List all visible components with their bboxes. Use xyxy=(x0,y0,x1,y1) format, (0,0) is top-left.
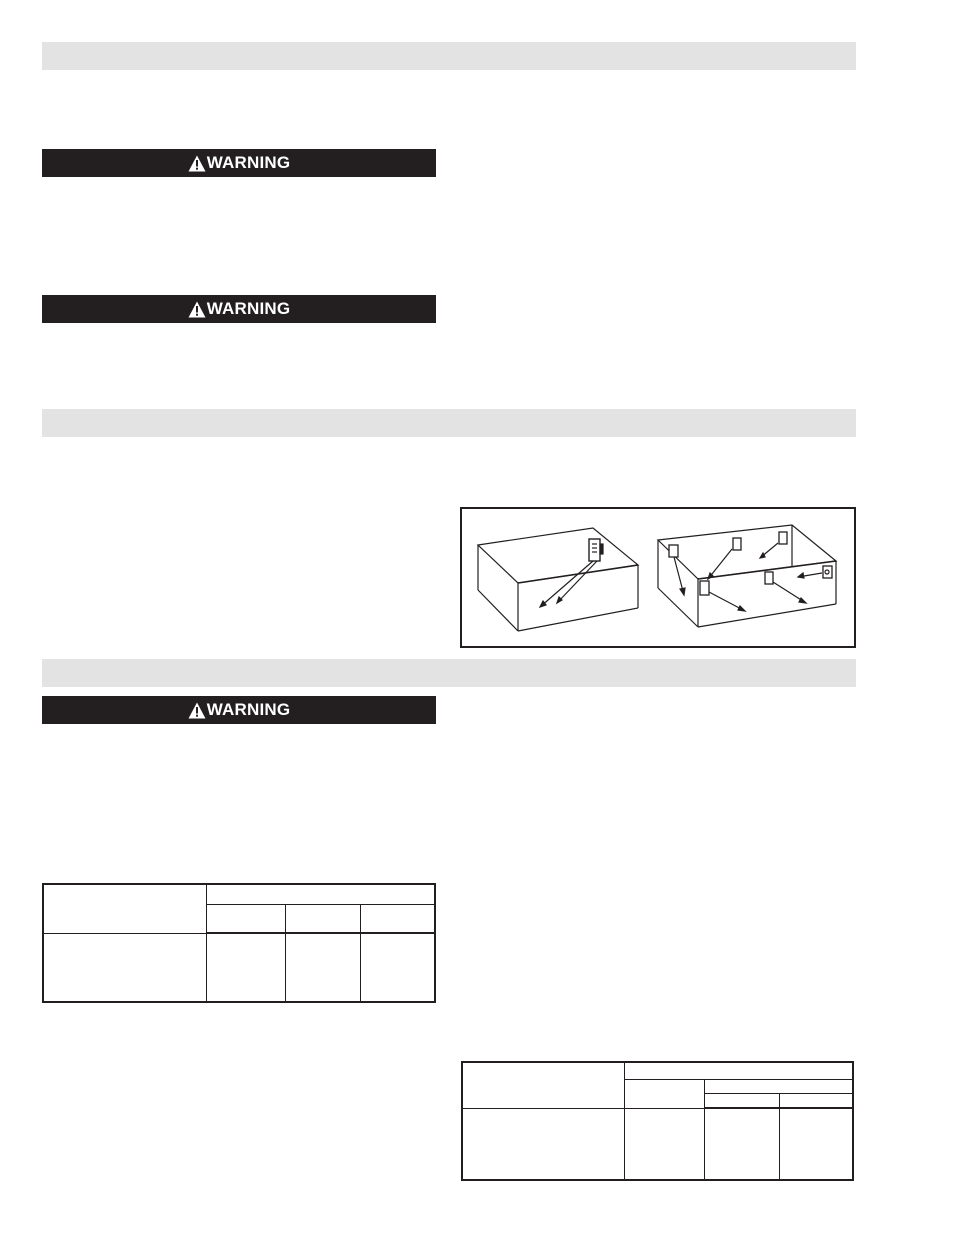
table-header-cell xyxy=(206,904,286,933)
table-header-cell xyxy=(462,1062,624,1108)
table-cell xyxy=(360,933,435,1002)
spec-table-1 xyxy=(42,883,436,1003)
table-cell xyxy=(206,933,286,1002)
section-header-bar-1 xyxy=(42,42,856,70)
warning-banner-3 xyxy=(42,696,436,724)
table-header-cell xyxy=(624,1062,853,1079)
section-header-bar-3 xyxy=(42,659,856,687)
table-cell xyxy=(705,1108,780,1180)
table-cell xyxy=(779,1108,853,1180)
section-header-bar-2 xyxy=(42,409,856,437)
left-box-outline-icon xyxy=(478,528,638,631)
warning-label: WARNING xyxy=(206,700,291,719)
table-header-cell xyxy=(360,904,435,933)
table-cell xyxy=(462,1108,624,1180)
table-cell xyxy=(43,933,206,1002)
spec-table-2 xyxy=(461,1061,854,1181)
sensor-icon xyxy=(589,539,603,561)
arrow-icon xyxy=(540,561,597,607)
warning-label: WARNING xyxy=(206,153,291,172)
table-header-cell xyxy=(779,1093,853,1108)
table-header-cell xyxy=(705,1079,853,1093)
table-header-cell xyxy=(705,1093,780,1108)
table-header-cell xyxy=(206,884,435,904)
table-header-cell xyxy=(286,904,361,933)
warning-label: WARNING xyxy=(206,299,291,318)
table-header-cell xyxy=(624,1079,705,1108)
table-header-cell xyxy=(43,884,206,933)
sensor-icon xyxy=(669,532,832,595)
warning-banner-1 xyxy=(42,149,436,177)
warning-triangle-icon xyxy=(188,702,206,719)
sensor-placement-figure xyxy=(462,509,854,646)
table-cell xyxy=(286,933,361,1002)
warning-triangle-icon xyxy=(188,301,206,318)
warning-banner-2 xyxy=(42,295,436,323)
table-cell xyxy=(624,1108,705,1180)
right-box-outline-icon xyxy=(658,525,836,627)
warning-triangle-icon xyxy=(188,155,206,172)
figure-frame xyxy=(460,507,856,648)
